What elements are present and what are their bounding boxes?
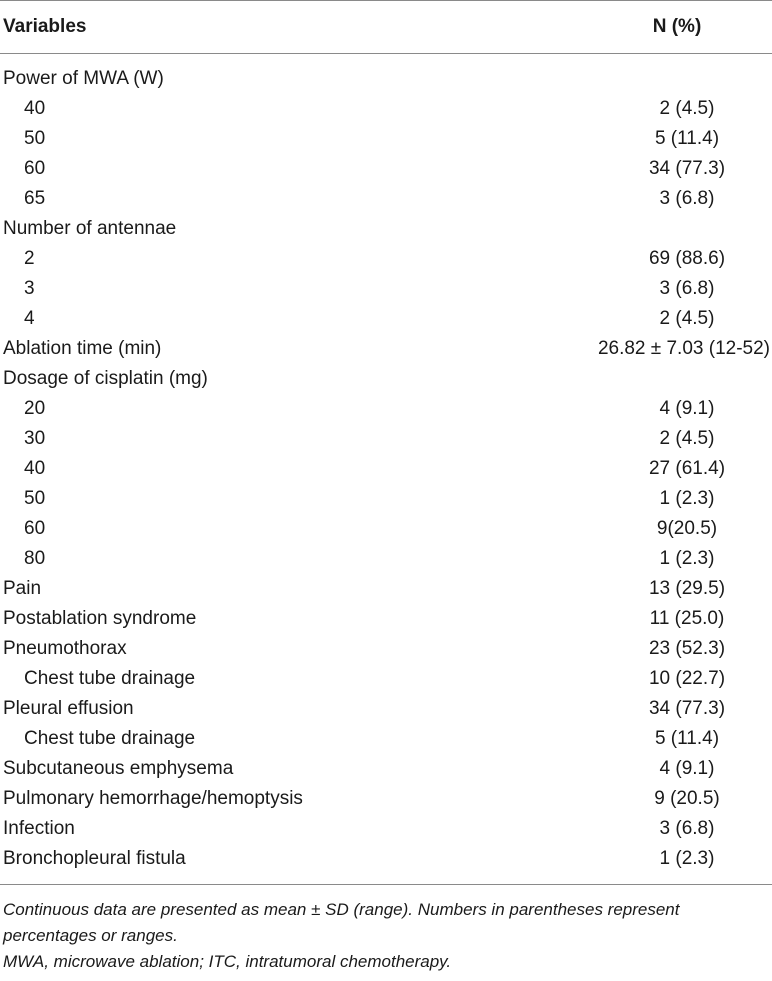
table-row	[0, 424, 772, 454]
table-row	[0, 784, 772, 814]
table-header-row	[0, 1, 772, 54]
row-value: 10 (22.7)	[648, 668, 726, 689]
row-label: 30	[24, 428, 46, 449]
table-row	[0, 334, 772, 364]
row-label: Pulmonary hemorrhage/hemoptysis	[3, 788, 303, 809]
table-row	[0, 694, 772, 724]
header-n-percent: N (%)	[652, 16, 702, 37]
table-row	[0, 64, 772, 94]
row-label: Subcutaneous emphysema	[3, 758, 234, 779]
table-row	[0, 724, 772, 754]
row-label: 2	[24, 248, 35, 269]
header-variables: Variables	[3, 16, 87, 37]
row-value: 34 (77.3)	[648, 158, 726, 179]
row-label: Pain	[3, 578, 42, 599]
row-label: 50	[24, 488, 46, 509]
row-value: 11 (25.0)	[649, 608, 725, 629]
row-value: 1 (2.3)	[659, 548, 715, 569]
row-value: 2 (4.5)	[659, 428, 715, 449]
table-row	[0, 214, 772, 244]
row-label: 60	[24, 518, 46, 539]
table-row	[0, 274, 772, 304]
row-label: 40	[24, 98, 46, 119]
table-row	[0, 94, 772, 124]
table-row	[0, 544, 772, 574]
table-row	[0, 634, 772, 664]
table-row	[0, 154, 772, 184]
table-row	[0, 514, 772, 544]
row-label: Infection	[3, 818, 75, 839]
row-label: 65	[24, 188, 46, 209]
footnote-continuous-data: Continuous data are presented as mean ± SD (range). Numbers in parentheses represent percentages or ranges.	[3, 900, 680, 945]
row-label: Dosage of cisplatin (mg)	[3, 368, 208, 389]
table-row	[0, 574, 772, 604]
table-row	[0, 454, 772, 484]
row-value: 3 (6.8)	[659, 278, 715, 299]
table-footnotes	[0, 885, 772, 975]
row-value: 27 (61.4)	[648, 458, 726, 479]
table-row	[0, 244, 772, 274]
table-row	[0, 184, 772, 214]
row-label: 3	[24, 278, 35, 299]
table-row	[0, 364, 772, 394]
row-label: Chest tube drainage	[24, 728, 196, 749]
row-label: Pneumothorax	[3, 638, 127, 659]
row-value: 1 (2.3)	[659, 848, 715, 869]
row-label: 20	[24, 398, 46, 419]
table-row	[0, 664, 772, 694]
row-label: Pleural effusion	[3, 698, 134, 719]
row-value: 5 (11.4)	[654, 128, 720, 149]
row-label: 80	[24, 548, 46, 569]
table-row	[0, 394, 772, 424]
table-row	[0, 604, 772, 634]
row-value: 9(20.5)	[656, 518, 718, 539]
table-row	[0, 124, 772, 154]
table-body	[0, 54, 772, 874]
table-row	[0, 754, 772, 784]
row-value: 1 (2.3)	[659, 488, 715, 509]
row-value: 5 (11.4)	[654, 728, 720, 749]
footnote-abbreviations: MWA, microwave ablation; ITC, intratumoral chemotherapy.	[3, 952, 452, 971]
table-row	[0, 484, 772, 514]
row-value: 3 (6.8)	[659, 188, 715, 209]
table-row	[0, 844, 772, 874]
row-value: 26.82 ± 7.03 (12-52)	[597, 338, 770, 359]
table-row	[0, 814, 772, 844]
row-value: 34 (77.3)	[648, 698, 726, 719]
row-label: 40	[24, 458, 46, 479]
row-label: Bronchopleural fistula	[3, 848, 186, 869]
row-label: Ablation time (min)	[3, 338, 162, 359]
row-value: 4 (9.1)	[659, 398, 715, 419]
row-value: 23 (52.3)	[648, 638, 726, 659]
row-value: 69 (88.6)	[648, 248, 726, 269]
row-label: 60	[24, 158, 46, 179]
row-label: Power of MWA (W)	[3, 68, 164, 89]
row-label: 50	[24, 128, 46, 149]
row-value: 2 (4.5)	[659, 308, 715, 329]
table-row	[0, 304, 772, 334]
row-label: Chest tube drainage	[24, 668, 196, 689]
row-value: 9 (20.5)	[654, 788, 720, 809]
row-value: 2 (4.5)	[659, 98, 715, 119]
row-value: 13 (29.5)	[648, 578, 726, 599]
row-value: 3 (6.8)	[659, 818, 715, 839]
row-label: Postablation syndrome	[3, 608, 197, 629]
row-value: 4 (9.1)	[659, 758, 715, 779]
row-label: Number of antennae	[3, 218, 177, 239]
row-label: 4	[24, 308, 35, 329]
